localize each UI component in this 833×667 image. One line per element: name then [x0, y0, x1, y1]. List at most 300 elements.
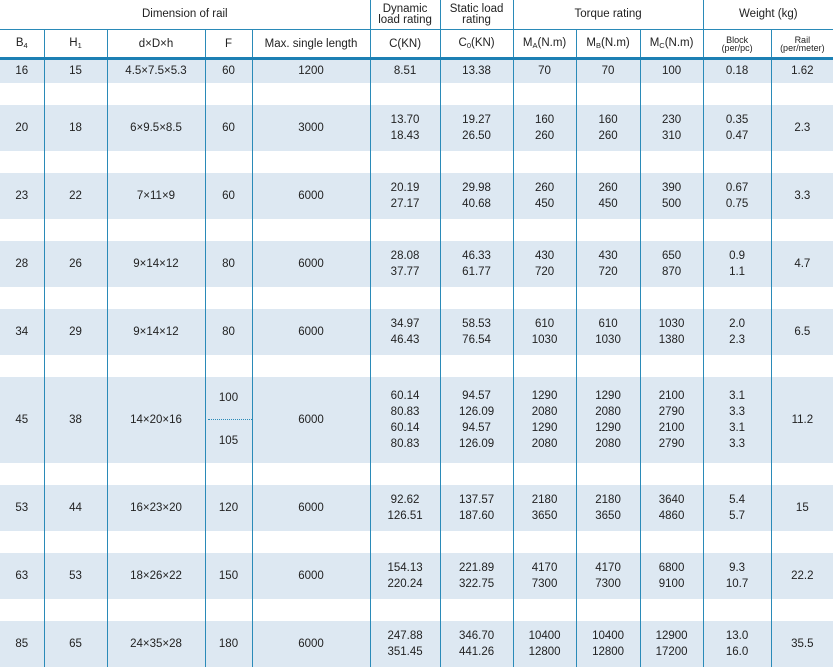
cell-weight-block-value: 3.3 — [729, 437, 746, 450]
spacer-cell — [107, 463, 205, 485]
cell-max-length: 6000 — [252, 485, 370, 531]
cell-weight-rail: 1.62 — [771, 59, 833, 83]
spacer-cell — [703, 463, 771, 485]
spacer-cell — [640, 355, 703, 377]
spacer-cell — [771, 83, 833, 105]
cell-torque-mc — [640, 309, 703, 355]
cell-weight-block-value: 10.7 — [725, 577, 749, 590]
spacer-cell — [440, 531, 513, 553]
spacer-cell — [513, 599, 576, 621]
spacer-cell — [771, 599, 833, 621]
cell-torque-ma-value: 450 — [534, 197, 555, 210]
cell-torque-mb-value: 12800 — [592, 645, 625, 658]
cell-static-c0 — [440, 553, 513, 599]
cell-torque-mc-value: 230 — [661, 113, 682, 126]
cell-weight-block-value: 0.35 — [725, 113, 749, 126]
spacer-cell — [252, 151, 370, 173]
cell-weight-block-value: 3.3 — [729, 405, 746, 418]
spacer-cell — [771, 463, 833, 485]
spacer-cell — [44, 151, 107, 173]
cell-static-c0-value: 76.54 — [462, 333, 491, 346]
cell-torque-mb — [576, 621, 640, 667]
cell-static-c0-value: 137.57 — [458, 493, 495, 506]
cell-static-c0-value: 13.38 — [462, 65, 491, 78]
cell-torque-ma-value: 720 — [534, 265, 555, 278]
cell-h1: 65 — [44, 621, 107, 667]
cell-f: 60 — [205, 59, 252, 83]
cell-torque-mb — [576, 241, 640, 287]
spacer-cell — [513, 83, 576, 105]
cell-b4: 45 — [0, 377, 44, 463]
spacer-cell — [640, 151, 703, 173]
cell-torque-mc-value: 390 — [661, 181, 682, 194]
cell-torque-mb-value: 450 — [598, 197, 618, 210]
cell-dDh: 9×14×12 — [107, 241, 205, 287]
cell-weight-block — [703, 621, 771, 667]
cell-max-length: 6000 — [252, 241, 370, 287]
spacer-cell — [44, 355, 107, 377]
cell-dynamic-c-value: 80.83 — [390, 437, 420, 450]
spacer-cell — [513, 463, 576, 485]
cell-torque-ma-value: 2080 — [531, 405, 558, 418]
cell-torque-ma — [513, 485, 576, 531]
cell-max-length: 6000 — [252, 309, 370, 355]
cell-torque-ma — [513, 59, 576, 83]
group-static-header: Static load rating — [440, 0, 513, 30]
cell-torque-ma-value: 1290 — [531, 389, 558, 402]
spacer-cell — [703, 531, 771, 553]
cell-weight-block-value: 5.7 — [729, 509, 746, 522]
spacer-cell — [44, 599, 107, 621]
cell-max-length: 6000 — [252, 553, 370, 599]
col-mb-header: $M_B(N.m)$ — [576, 30, 640, 59]
cell-torque-mc-value: 1380 — [658, 333, 685, 346]
cell-weight-block — [703, 309, 771, 355]
spacer-cell — [370, 599, 440, 621]
cell-dynamic-c — [370, 377, 440, 463]
spacer-cell — [205, 531, 252, 553]
spacer-cell — [440, 83, 513, 105]
cell-torque-ma-value: 7300 — [531, 577, 558, 590]
spacer-cell — [640, 531, 703, 553]
cell-torque-ma-value: 610 — [534, 317, 555, 330]
cell-h1: 53 — [44, 553, 107, 599]
spacer-cell — [0, 287, 44, 309]
table-row — [0, 485, 833, 531]
cell-b4: 63 — [0, 553, 44, 599]
table-row — [0, 241, 833, 287]
cell-static-c0-value: 29.98 — [462, 181, 491, 194]
cell-dDh: 14×20×16 — [107, 377, 205, 463]
cell-torque-mc-value: 870 — [661, 265, 682, 278]
table-row — [0, 59, 833, 83]
spacer-cell — [703, 219, 771, 241]
cell-weight-rail: 22.2 — [771, 553, 833, 599]
cell-dDh: 6×9.5×8.5 — [107, 105, 205, 151]
cell-dynamic-c — [370, 309, 440, 355]
cell-dDh: 7×11×9 — [107, 173, 205, 219]
cell-weight-block-value: 1.1 — [729, 265, 746, 278]
cell-f: 60 — [205, 105, 252, 151]
cell-torque-mb-value: 1030 — [595, 333, 621, 346]
cell-max-length: 1200 — [252, 59, 370, 83]
cell-torque-mb — [576, 309, 640, 355]
group-torque-header: Torque rating — [513, 0, 703, 30]
cell-weight-block-value: 3.1 — [729, 389, 746, 402]
group-dynamic-header: Dynamic load rating — [370, 0, 440, 30]
cell-torque-mc — [640, 485, 703, 531]
cell-torque-mb-value: 2080 — [595, 437, 621, 450]
cell-torque-mc-value: 650 — [661, 249, 682, 262]
cell-torque-mc — [640, 173, 703, 219]
spacer-cell — [513, 531, 576, 553]
spacer-cell — [107, 151, 205, 173]
cell-weight-block-value: 16.0 — [725, 645, 749, 658]
cell-torque-mc-value: 17200 — [655, 645, 688, 658]
spacer-cell — [370, 219, 440, 241]
spacer-cell — [252, 219, 370, 241]
cell-torque-mb-value: 10400 — [592, 629, 625, 642]
cell-dynamic-c-value: 154.13 — [387, 561, 423, 574]
cell-weight-block-value: 2.3 — [729, 333, 746, 346]
cell-static-c0 — [440, 59, 513, 83]
cell-dynamic-c-value: 92.62 — [390, 493, 420, 506]
spacer-cell — [107, 531, 205, 553]
cell-dDh: 4.5×7.5×5.3 — [107, 59, 205, 83]
cell-torque-ma — [513, 241, 576, 287]
cell-static-c0-value: 187.60 — [458, 509, 495, 522]
cell-torque-mb-value: 260 — [598, 129, 618, 142]
table-row — [0, 105, 833, 151]
cell-weight-rail: 2.3 — [771, 105, 833, 151]
header-group-row — [0, 0, 833, 30]
table-row — [0, 377, 833, 463]
spacer-cell — [0, 463, 44, 485]
cell-torque-ma-value: 2080 — [531, 437, 558, 450]
spacer-cell — [640, 599, 703, 621]
cell-torque-mb-value: 3650 — [595, 509, 621, 522]
spacer-cell — [370, 287, 440, 309]
cell-h1: 26 — [44, 241, 107, 287]
cell-f: 180 — [205, 621, 252, 667]
cell-h1: 38 — [44, 377, 107, 463]
cell-torque-mc-value: 12900 — [655, 629, 688, 642]
spacer-cell — [440, 219, 513, 241]
spacer-cell — [205, 599, 252, 621]
cell-weight-rail: 15 — [771, 485, 833, 531]
cell-weight-block-value: 13.0 — [725, 629, 749, 642]
spacer-row — [0, 219, 833, 241]
spacer-cell — [205, 463, 252, 485]
cell-torque-mc-value: 3640 — [658, 493, 685, 506]
cell-dynamic-c-value: 126.51 — [387, 509, 423, 522]
spacer-cell — [370, 83, 440, 105]
spacer-cell — [107, 83, 205, 105]
cell-b4: 16 — [0, 59, 44, 83]
spacer-row — [0, 531, 833, 553]
cell-static-c0 — [440, 377, 513, 463]
table-row — [0, 553, 833, 599]
cell-dynamic-c — [370, 553, 440, 599]
spacer-cell — [576, 83, 640, 105]
spacer-cell — [771, 151, 833, 173]
spacer-cell — [205, 219, 252, 241]
cell-torque-mc-value: 1030 — [658, 317, 685, 330]
cell-weight-block-value: 2.0 — [729, 317, 746, 330]
cell-weight-block — [703, 105, 771, 151]
cell-static-c0-value: 126.09 — [458, 437, 495, 450]
spacer-cell — [107, 355, 205, 377]
cell-dynamic-c-value: 46.43 — [390, 333, 420, 346]
cell-torque-mb-value: 160 — [598, 113, 618, 126]
spacer-cell — [0, 531, 44, 553]
spacer-cell — [252, 287, 370, 309]
spacer-cell — [576, 151, 640, 173]
cell-dynamic-c-value: 220.24 — [387, 577, 423, 590]
spacer-cell — [440, 599, 513, 621]
spacer-cell — [205, 287, 252, 309]
spacer-cell — [703, 287, 771, 309]
cell-torque-mb-value: 1290 — [595, 421, 621, 434]
spacer-cell — [703, 83, 771, 105]
cell-static-c0-value: 94.57 — [462, 421, 491, 434]
cell-dynamic-c-value: 351.45 — [387, 645, 423, 658]
cell-weight-rail: 35.5 — [771, 621, 833, 667]
cell-torque-mc-value: 310 — [661, 129, 682, 142]
table-row — [0, 309, 833, 355]
spacer-cell — [576, 219, 640, 241]
header-column-row — [0, 30, 833, 59]
cell-dynamic-c-value: 20.19 — [390, 181, 420, 194]
col-rail-header: Rail (per/meter) — [771, 30, 833, 59]
cell-weight-block — [703, 485, 771, 531]
cell-weight-block-value: 0.67 — [725, 181, 749, 194]
spacer-cell — [576, 355, 640, 377]
cell-weight-block-value: 0.9 — [729, 249, 746, 262]
cell-torque-ma-value: 70 — [538, 65, 551, 78]
cell-b4: 85 — [0, 621, 44, 667]
spacer-cell — [440, 151, 513, 173]
spacer-cell — [205, 355, 252, 377]
cell-torque-mb — [576, 105, 640, 151]
spacer-cell — [252, 463, 370, 485]
cell-dynamic-c — [370, 59, 440, 83]
cell-torque-mb-value: 70 — [601, 65, 615, 78]
spacer-cell — [44, 83, 107, 105]
spacer-cell — [107, 599, 205, 621]
spacer-cell — [640, 219, 703, 241]
cell-static-c0 — [440, 621, 513, 667]
spacer-cell — [252, 599, 370, 621]
cell-dynamic-c — [370, 241, 440, 287]
cell-dynamic-c-value: 34.97 — [390, 317, 420, 330]
cell-torque-mc-value: 9100 — [658, 577, 685, 590]
cell-static-c0-value: 19.27 — [462, 113, 491, 126]
cell-torque-mc-value: 2790 — [658, 405, 685, 418]
spacer-cell — [513, 151, 576, 173]
cell-torque-ma-value: 260 — [534, 129, 555, 142]
spacer-cell — [44, 219, 107, 241]
cell-torque-mc — [640, 105, 703, 151]
cell-dynamic-c-value: 27.17 — [390, 197, 420, 210]
spacer-cell — [0, 219, 44, 241]
spacer-cell — [252, 355, 370, 377]
cell-torque-mc — [640, 59, 703, 83]
col-c0-header: $C_0(KN)$ — [440, 30, 513, 59]
col-length-header: Max. single length — [252, 30, 370, 59]
spacer-row — [0, 599, 833, 621]
spacer-cell — [576, 463, 640, 485]
spacer-cell — [576, 287, 640, 309]
cell-torque-mb — [576, 59, 640, 83]
cell-torque-mc — [640, 377, 703, 463]
cell-weight-block — [703, 59, 771, 83]
spacer-row — [0, 355, 833, 377]
cell-max-length: 6000 — [252, 173, 370, 219]
cell-f-value: 100 — [218, 391, 239, 404]
spacer-cell — [205, 151, 252, 173]
cell-dynamic-c — [370, 621, 440, 667]
cell-dDh: 18×26×22 — [107, 553, 205, 599]
cell-torque-ma-value: 3650 — [531, 509, 558, 522]
cell-f: 80 — [205, 241, 252, 287]
cell-dynamic-c-value: 18.43 — [390, 129, 420, 142]
spacer-row — [0, 287, 833, 309]
spacer-cell — [513, 355, 576, 377]
col-f-header: F — [205, 30, 252, 59]
cell-f: 60 — [205, 173, 252, 219]
cell-h1: 44 — [44, 485, 107, 531]
cell-torque-ma — [513, 621, 576, 667]
cell-h1: 18 — [44, 105, 107, 151]
cell-h1: 29 — [44, 309, 107, 355]
cell-static-c0 — [440, 173, 513, 219]
cell-torque-ma-value: 1290 — [531, 421, 558, 434]
cell-torque-ma — [513, 105, 576, 151]
spacer-cell — [370, 151, 440, 173]
cell-torque-mb-value: 2180 — [595, 493, 621, 506]
cell-torque-ma-value: 160 — [534, 113, 555, 126]
cell-static-c0-value: 46.33 — [462, 249, 491, 262]
cell-torque-mb — [576, 553, 640, 599]
cell-dynamic-c — [370, 105, 440, 151]
cell-static-c0 — [440, 309, 513, 355]
spacer-cell — [44, 287, 107, 309]
cell-torque-mc-value: 100 — [661, 65, 682, 78]
cell-torque-mc-value: 4860 — [658, 509, 685, 522]
col-b4-header: $B_4$ — [0, 30, 44, 59]
cell-weight-block — [703, 553, 771, 599]
cell-b4: 20 — [0, 105, 44, 151]
spacer-cell — [252, 83, 370, 105]
spacer-cell — [0, 151, 44, 173]
cell-dynamic-c — [370, 485, 440, 531]
spacer-cell — [771, 355, 833, 377]
cell-f-value: 105 — [218, 435, 239, 448]
cell-dynamic-c-value: 8.51 — [393, 65, 417, 78]
spacer-cell — [640, 287, 703, 309]
spacer-cell — [771, 531, 833, 553]
cell-torque-ma-value: 2180 — [531, 493, 558, 506]
col-mc-header: $M_C(N.m)$ — [640, 30, 703, 59]
spacer-cell — [252, 531, 370, 553]
cell-max-length: 3000 — [252, 105, 370, 151]
cell-static-c0-value: 221.89 — [458, 561, 495, 574]
spacer-cell — [0, 355, 44, 377]
table-row — [0, 173, 833, 219]
spacer-cell — [44, 531, 107, 553]
cell-torque-ma-value: 430 — [534, 249, 555, 262]
cell-static-c0-value: 126.09 — [458, 405, 495, 418]
spacer-cell — [370, 355, 440, 377]
cell-weight-block-value: 0.75 — [725, 197, 749, 210]
spacer-cell — [440, 355, 513, 377]
cell-max-length: 6000 — [252, 621, 370, 667]
col-dDh-header: d×D×h — [107, 30, 205, 59]
cell-dDh: 9×14×12 — [107, 309, 205, 355]
col-block-header: Block (per/pc) — [703, 30, 771, 59]
cell-torque-mb-value: 7300 — [595, 577, 621, 590]
cell-torque-mb — [576, 377, 640, 463]
col-ma-header: $M_A(N.m)$ — [513, 30, 576, 59]
cell-weight-rail: 4.7 — [771, 241, 833, 287]
cell-static-c0-value: 441.26 — [458, 645, 495, 658]
cell-f: 80 — [205, 309, 252, 355]
cell-weight-rail: 6.5 — [771, 309, 833, 355]
cell-dynamic-c — [370, 173, 440, 219]
cell-h1: 22 — [44, 173, 107, 219]
cell-torque-mc-value: 500 — [661, 197, 682, 210]
spacer-cell — [513, 287, 576, 309]
cell-torque-mb-value: 260 — [598, 181, 618, 194]
spacer-row — [0, 151, 833, 173]
cell-static-c0-value: 346.70 — [458, 629, 495, 642]
group-weight-header: Weight (kg) — [703, 0, 833, 30]
spacer-cell — [640, 83, 703, 105]
spacer-cell — [44, 463, 107, 485]
cell-static-c0-value: 58.53 — [462, 317, 491, 330]
cell-static-c0-value: 61.77 — [462, 265, 491, 278]
cell-f: 120 — [205, 485, 252, 531]
table-body — [0, 59, 833, 667]
spacer-cell — [370, 531, 440, 553]
spacer-cell — [0, 599, 44, 621]
spacer-row — [0, 83, 833, 105]
spacer-cell — [640, 463, 703, 485]
group-dimension-header: Dimension of rail — [0, 0, 370, 30]
cell-dynamic-c-value: 247.88 — [387, 629, 423, 642]
table-row — [0, 621, 833, 667]
spacer-cell — [513, 219, 576, 241]
cell-torque-ma-value: 1030 — [531, 333, 558, 346]
spacer-cell — [576, 531, 640, 553]
cell-torque-mb-value: 720 — [598, 265, 618, 278]
cell-weight-block — [703, 173, 771, 219]
spacer-cell — [703, 599, 771, 621]
cell-weight-block-value: 9.3 — [729, 561, 746, 574]
cell-static-c0-value: 40.68 — [462, 197, 491, 210]
spacer-cell — [107, 219, 205, 241]
cell-torque-mb-value: 4170 — [595, 561, 621, 574]
cell-torque-mb — [576, 173, 640, 219]
col-c-header: C(KN) — [370, 30, 440, 59]
cell-dynamic-c-value: 60.14 — [390, 421, 420, 434]
cell-static-c0 — [440, 241, 513, 287]
cell-torque-mb — [576, 485, 640, 531]
cell-weight-block-value: 5.4 — [729, 493, 746, 506]
cell-dynamic-c-value: 37.77 — [390, 265, 420, 278]
spacer-cell — [576, 599, 640, 621]
